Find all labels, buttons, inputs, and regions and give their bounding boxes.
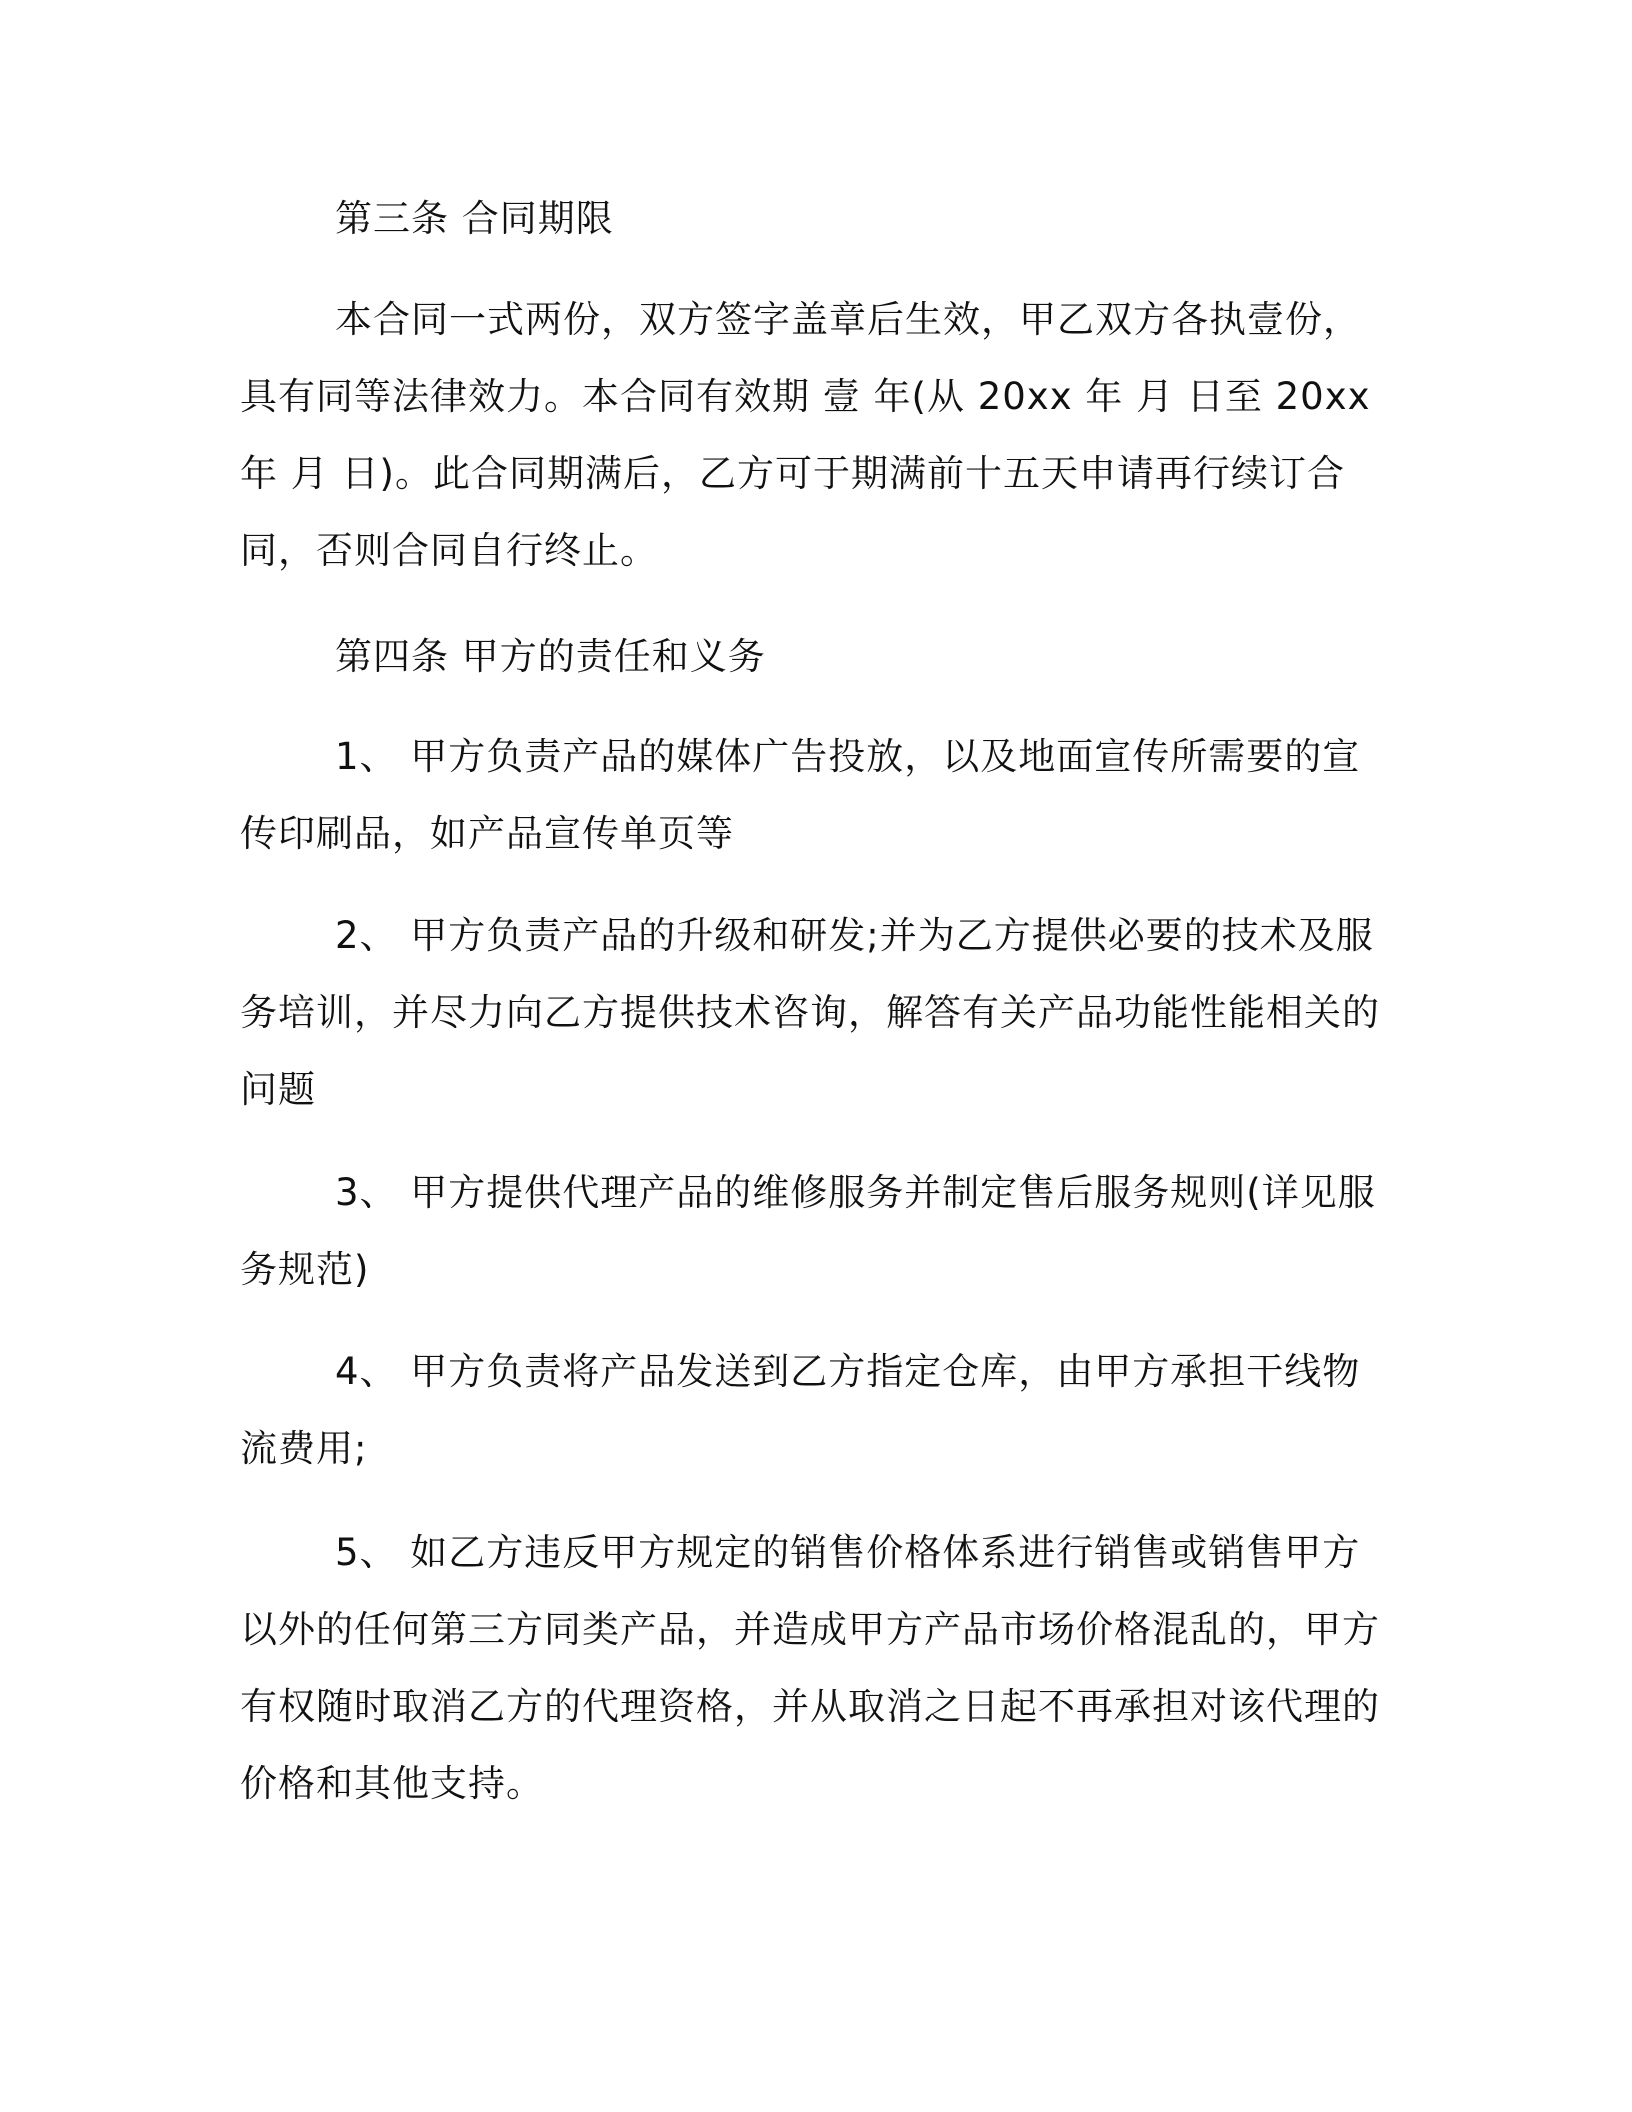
section-4-item-5: 5、 如乙方违反甲方规定的销售价格体系进行销售或销售甲方以外的任何第三方同类产品，并造成甲方产品市场价格混乱的，甲方有权随时取消乙方的代理资格，并从取消之日起不再承担对该代理的价格和其他支持。 [240,1531,1380,1805]
section-3-paragraph: 本合同一式两份，双方签字盖章后生效，甲乙双方各执壹份，具有同等法律效力。本合同有效期 壹 年(从 20xx 年 月 日至 20xx 年 月 日)。此合同期满后，乙方可于期满前十五天申请再行续订合同，否则合同自行终止。 [240,298,1371,572]
section-4-item-4: 4、 甲方负责将产品发送到乙方指定仓库，由甲方承担干线物流费用; [240,1350,1361,1470]
section-4-heading: 第四条 甲方的责任和义务 [335,635,766,678]
section-4-item-2: 2、 甲方负责产品的升级和研发;并为乙方提供必要的技术及服务培训，并尽力向乙方提供技术咨询，解答有关产品功能性能相关的问题 [240,914,1380,1111]
section-4-item-1: 1、 甲方负责产品的媒体广告投放，以及地面宣传所需要的宣传印刷品，如产品宣传单页等 [240,735,1361,855]
section-3-heading: 第三条 合同期限 [335,197,614,240]
section-4-item-3: 3、 甲方提供代理产品的维修服务并制定售后服务规则(详见服务规范) [240,1171,1376,1291]
